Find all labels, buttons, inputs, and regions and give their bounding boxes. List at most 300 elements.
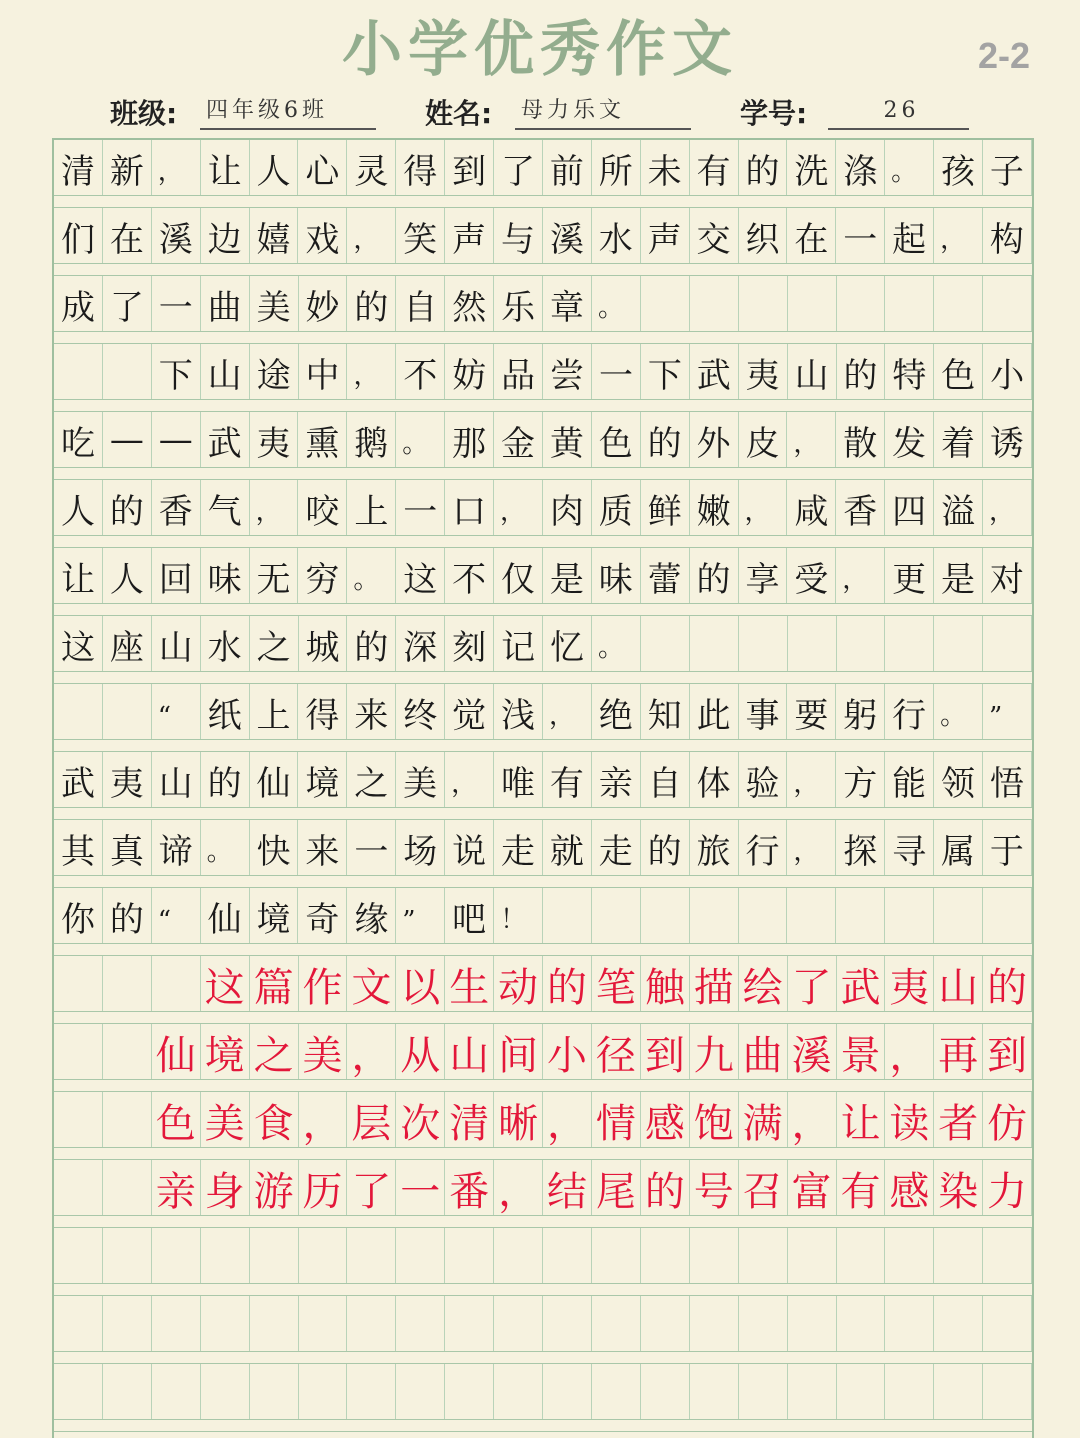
grid-cell [103,1092,152,1148]
grid-cell: 嬉 [250,208,299,264]
grid-cell [445,1364,494,1420]
grid-cell: 奇 [298,888,347,944]
grid-cell: 这 [201,956,250,1012]
grid-row [54,1092,1032,1160]
grid-cell: 夷 [739,344,788,400]
grid-cell: 说 [445,820,494,876]
grid-cell: 味 [201,548,250,604]
grid-cell [837,276,886,332]
grid-cell: 觉 [445,684,494,740]
grid-cell: 作 [299,956,348,1012]
class-label: 班级: [110,97,178,130]
grid-cell: 刻 [445,616,494,672]
grid-cell: 了 [788,956,837,1012]
grid-cell: 行 [885,684,934,740]
grid-cell: 声 [445,208,494,264]
grid-cell [54,1228,103,1284]
grid-cell: 方 [836,752,885,808]
grid-cell: 行 [739,820,788,876]
grid-cell: 缘 [347,888,396,944]
grid-cell: 一 [592,344,641,400]
grid-cell: 九 [690,1024,739,1080]
grid-cell: 上 [347,480,396,536]
row-gap [54,807,1032,819]
grid-cell [592,1296,641,1352]
grid-cell: 让 [54,548,103,604]
grid-cell: ， [787,412,836,468]
grid-cell [299,1228,348,1284]
grid-cell [201,1228,250,1284]
grid-cell [690,888,739,944]
grid-cell [103,1364,152,1420]
grid-cell: 的 [690,548,739,604]
grid-cell [103,956,152,1012]
grid-cell [836,888,885,944]
grid-cell: 仙 [250,752,299,808]
grid-cell: 之 [250,616,299,672]
grid-cell: 是 [543,548,592,604]
grid-cell: 真 [103,820,152,876]
grid-cell [494,1364,543,1420]
grid-cell: 感 [641,1092,690,1148]
grid-cell [592,1228,641,1284]
grid-cell: 验 [739,752,788,808]
grid-row [54,140,1032,208]
grid-cell [885,888,934,944]
grid-cell: ， [885,1024,934,1080]
grid-cell: 来 [298,820,347,876]
grid-cell: 的 [739,140,788,196]
grid-cell: 山 [934,956,983,1012]
grid-cell: ， [836,548,885,604]
row-gap [54,535,1032,547]
grid-cell: 与 [494,208,543,264]
grid-cell [347,1296,396,1352]
grid-cell: 嫩 [690,480,739,536]
row-gap [54,671,1032,683]
grid-cell [788,1296,837,1352]
grid-cell: 。 [592,616,641,672]
grid-row [54,276,1032,344]
grid-cell [543,1296,592,1352]
grid-cell: 触 [641,956,690,1012]
grid-row [54,1364,1032,1432]
grid-cell: 领 [934,752,983,808]
grid-cell: ， [739,480,788,536]
grid-cell: 鹅 [347,412,396,468]
class-value: 四年级6班 [200,94,376,130]
grid-cell [885,1296,934,1352]
grid-cell: 熏 [298,412,347,468]
grid-cell: ， [934,208,983,264]
grid-cell: 了 [494,140,543,196]
grid-cell: 探 [836,820,885,876]
grid-cell: 的 [983,956,1032,1012]
grid-cell [690,1296,739,1352]
grid-cell: 食 [250,1092,299,1148]
grid-cell: 。 [885,140,934,196]
grid-cell: 山 [445,1024,494,1080]
grid-cell [934,1296,983,1352]
grid-cell: 咸 [787,480,836,536]
grid-cell: 们 [54,208,103,264]
grid-cell: 亲 [592,752,641,808]
grid-cell: 水 [592,208,641,264]
grid-cell: 戏 [298,208,347,264]
grid-cell: 水 [201,616,250,672]
grid-cell: 涤 [836,140,885,196]
grid-cell: 纸 [201,684,250,740]
grid-cell [641,616,690,672]
grid-cell: ， [983,480,1032,536]
grid-cell [250,1296,299,1352]
grid-cell: 属 [934,820,983,876]
grid-cell: 上 [250,684,299,740]
grid-cell: “ [152,684,201,740]
grid-cell: 不 [445,548,494,604]
grid-row [54,548,1032,616]
grid-cell: ， [347,344,396,400]
grid-cell: 受 [787,548,836,604]
grid-cell: 吧 [445,888,494,944]
grid-cell: 一 [396,1160,445,1216]
grid-cell: 一 [396,480,445,536]
grid-cell [788,1364,837,1420]
grid-row [54,412,1032,480]
grid-cell: 结 [543,1160,592,1216]
grid-cell: 走 [592,820,641,876]
row-gap [54,467,1032,479]
grid-cell: 城 [299,616,348,672]
grid-cell: 的 [641,412,690,468]
grid-cell: ， [445,752,494,808]
grid-cell [152,956,201,1012]
grid-cell: ， [494,480,543,536]
grid-cell [690,1228,739,1284]
grid-cell [250,1364,299,1420]
grid-cell: 径 [592,1024,641,1080]
grid-cell [690,276,739,332]
grid-cell: 山 [152,616,201,672]
grid-cell: 尝 [543,344,592,400]
grid-cell [934,888,983,944]
grid-cell: 味 [592,548,641,604]
grid-row [54,956,1032,1024]
grid-cell [983,1296,1032,1352]
row-gap [54,1147,1032,1159]
grid-cell [54,344,103,400]
grid-cell [54,1092,103,1148]
grid-cell [983,888,1032,944]
grid-cell: 肉 [543,480,592,536]
row-gap [54,875,1032,887]
grid-cell: 有 [690,140,739,196]
grid-cell: 满 [739,1092,788,1148]
grid-cell: 这 [396,548,445,604]
grid-cell [739,1364,788,1420]
grid-cell: 外 [690,412,739,468]
grid-row [54,888,1032,956]
grid-cell: 仙 [152,1024,201,1080]
grid-cell: 到 [983,1024,1032,1080]
grid-cell: 号 [690,1160,739,1216]
grid-row [54,480,1032,548]
grid-cell: 了 [347,1160,396,1216]
grid-cell: 妙 [299,276,348,332]
grid-cell [641,276,690,332]
grid-cell: 次 [396,1092,445,1148]
grid-cell: 力 [983,1160,1032,1216]
grid-cell: ， [494,1160,543,1216]
grid-cell: 要 [787,684,836,740]
grid-cell: 笔 [592,956,641,1012]
grid-cell: 在 [787,208,836,264]
grid-cell: 体 [690,752,739,808]
grid-cell [690,616,739,672]
grid-cell: 的 [641,1160,690,1216]
grid-cell: 孩 [934,140,983,196]
grid-cell: 在 [103,208,152,264]
grid-cell: 色 [934,344,983,400]
grid-cell: 夷 [250,412,299,468]
grid-cell: 武 [54,752,103,808]
grid-cell: 心 [298,140,347,196]
grid-cell: 武 [837,956,886,1012]
grid-cell: 读 [885,1092,934,1148]
row-gap [54,739,1032,751]
grid-cell [739,888,788,944]
grid-cell: 美 [250,276,299,332]
grid-cell: 自 [641,752,690,808]
grid-cell [201,1296,250,1352]
grid-cell: ， [788,1092,837,1148]
grid-cell: 吃 [54,412,103,468]
grid-cell: 深 [396,616,445,672]
grid-row [54,684,1032,752]
row-gap [54,1419,1032,1431]
grid-cell: 饱 [690,1092,739,1148]
row-gap [54,1283,1032,1295]
grid-cell: 。 [934,684,983,740]
grid-cell: 美 [396,752,445,808]
grid-row [54,752,1032,820]
grid-cell: 游 [250,1160,299,1216]
grid-cell: 下 [641,344,690,400]
writing-grid [52,138,1034,1438]
grid-cell: 染 [934,1160,983,1216]
grid-cell: — [103,412,152,468]
grid-cell: 前 [543,140,592,196]
grid-cell: 就 [543,820,592,876]
grid-cell: 特 [885,344,934,400]
grid-cell [983,276,1032,332]
grid-cell: 香 [152,480,201,536]
grid-cell: ， [787,820,836,876]
grid-cell: 事 [739,684,788,740]
grid-cell: 一 [836,208,885,264]
grid-cell [983,1228,1032,1284]
grid-cell: ！ [494,888,543,944]
grid-cell [788,276,837,332]
grid-row [54,820,1032,888]
grid-cell: 这 [54,616,103,672]
grid-cell: ， [250,480,299,536]
grid-cell: “ [152,888,201,944]
grid-cell: 皮 [739,412,788,468]
grid-cell: 走 [494,820,543,876]
grid-cell: 的 [103,480,152,536]
grid-cell: 场 [396,820,445,876]
grid-cell: 的 [641,820,690,876]
grid-cell: 新 [103,140,152,196]
name-label: 姓名: [425,97,493,130]
row-gap [54,195,1032,207]
grid-cell: 成 [54,276,103,332]
grid-cell: 色 [592,412,641,468]
grid-cell [788,1228,837,1284]
grid-cell [494,1296,543,1352]
grid-cell [837,1296,886,1352]
grid-cell [54,1024,103,1080]
grid-cell [837,1228,886,1284]
grid-cell: 了 [103,276,152,332]
grid-cell [934,276,983,332]
grid-row [54,1228,1032,1296]
grid-cell: 的 [201,752,250,808]
grid-cell: 仙 [201,888,250,944]
page-title: 小学优秀作文 [342,15,738,85]
grid-cell [788,616,837,672]
grid-cell [54,684,103,740]
grid-cell: 之 [250,1024,299,1080]
grid-cell: 富 [788,1160,837,1216]
grid-cell: ， [299,1092,348,1148]
grid-cell: 夷 [103,752,152,808]
grid-cell: 回 [152,548,201,604]
grid-cell: 者 [934,1092,983,1148]
grid-cell [983,616,1032,672]
row-gap [54,263,1032,275]
grid-cell: 历 [299,1160,348,1216]
grid-cell: 此 [690,684,739,740]
grid-cell [739,1228,788,1284]
grid-cell: 子 [983,140,1032,196]
grid-cell: 你 [54,888,103,944]
grid-cell: 武 [690,344,739,400]
grid-cell: 来 [347,684,396,740]
grid-cell: 文 [347,956,396,1012]
grid-cell: 谛 [152,820,201,876]
grid-cell: 发 [885,412,934,468]
grid-cell [54,1160,103,1216]
grid-cell [347,1228,396,1284]
grid-cell: 笑 [396,208,445,264]
grid-cell: 忆 [543,616,592,672]
grid-cell: 一 [347,820,396,876]
grid-cell [152,1364,201,1420]
grid-cell [934,1364,983,1420]
grid-cell: 质 [592,480,641,536]
grid-cell: 到 [445,140,494,196]
grid-cell: 绘 [739,956,788,1012]
grid-cell [299,1296,348,1352]
grid-cell [445,1228,494,1284]
grid-cell: 座 [103,616,152,672]
grid-cell: 中 [299,344,348,400]
grid-cell: 交 [690,208,739,264]
grid-cell: 诱 [983,412,1032,468]
grid-cell: 让 [837,1092,886,1148]
grid-cell [592,1364,641,1420]
grid-cell: 绝 [592,684,641,740]
grid-cell: 散 [836,412,885,468]
grid-cell: 小 [983,344,1032,400]
grid-cell [837,1364,886,1420]
grid-cell: 织 [739,208,788,264]
grid-cell: 的 [837,344,886,400]
row-gap [54,399,1032,411]
grid-cell [934,616,983,672]
grid-cell: 。 [592,276,641,332]
grid-cell: 穷 [298,548,347,604]
grid-cell: 美 [299,1024,348,1080]
grid-cell: 更 [885,548,934,604]
grid-cell: 乐 [494,276,543,332]
name-value: 母力乐文 [515,94,691,130]
grid-row [54,1296,1032,1364]
grid-cell: 。 [201,820,250,876]
grid-cell: 记 [494,616,543,672]
grid-cell: 快 [250,820,299,876]
grid-cell: 自 [396,276,445,332]
grid-cell: 灵 [347,140,396,196]
grid-cell: 间 [494,1024,543,1080]
grid-cell [103,344,152,400]
grid-cell: 生 [445,956,494,1012]
grid-cell: 让 [201,140,250,196]
grid-cell: 情 [592,1092,641,1148]
grid-cell: 妨 [445,344,494,400]
grid-cell [396,1364,445,1420]
grid-cell [641,1296,690,1352]
grid-cell [837,616,886,672]
grid-cell [299,1364,348,1420]
grid-cell [592,888,641,944]
grid-row [54,344,1032,412]
grid-cell: 的 [543,956,592,1012]
grid-cell [54,1364,103,1420]
grid-cell [690,1364,739,1420]
grid-cell [641,1364,690,1420]
grid-cell: 描 [690,956,739,1012]
grid-cell: 气 [201,480,250,536]
grid-cell [103,1024,152,1080]
grid-cell [641,1228,690,1284]
grid-cell: 是 [934,548,983,604]
grid-cell [250,1228,299,1284]
grid-cell [103,1296,152,1352]
grid-cell: 晰 [494,1092,543,1148]
grid-cell [152,1228,201,1284]
grid-cell: 对 [983,548,1032,604]
grid-cell [885,1364,934,1420]
grid-cell: 山 [152,752,201,808]
grid-cell: 人 [54,480,103,536]
grid-cell: 山 [788,344,837,400]
grid-cell [201,1364,250,1420]
grid-cell: 溪 [543,208,592,264]
row-gap [54,1079,1032,1091]
